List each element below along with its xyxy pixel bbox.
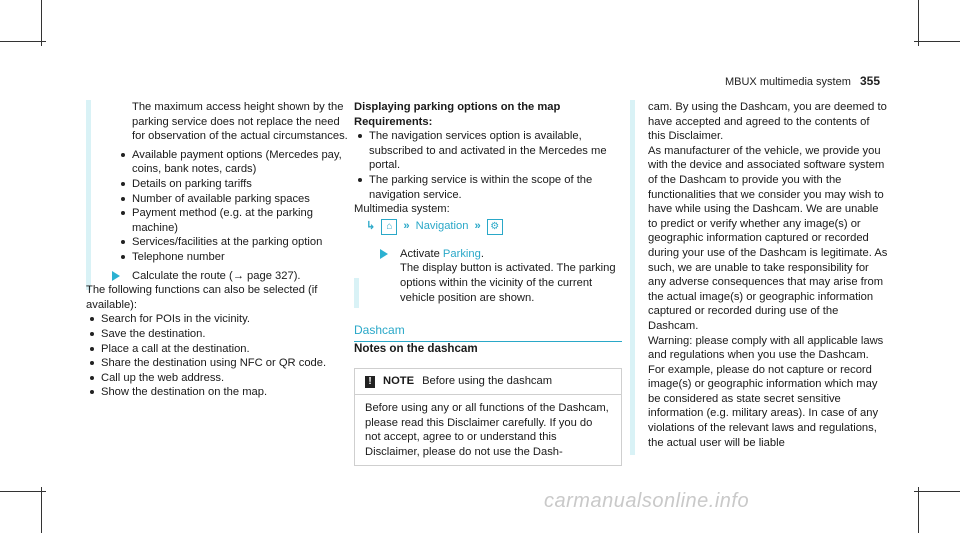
crop-mark xyxy=(41,0,42,46)
page-number: 355 xyxy=(859,74,880,88)
column-left xyxy=(86,100,348,400)
crop-mark xyxy=(0,41,46,42)
list-item: Place a call at the destination. xyxy=(86,342,348,357)
exclamation-icon: ! xyxy=(365,376,375,388)
dashcam-section-title: Dashcam xyxy=(354,323,622,342)
note-box xyxy=(354,368,622,466)
disclaimer-paragraph: As manufacturer of the vehicle, we provide you with the device and associated software system of the Dashcam to provide you with the functionalities that we consider you may wish to have while using the Dashcam. We are unable to predict or verify whether any image(s) or geographic information captured or recorded during your use of the Dashcam is legitimate. As such, we are unable to take responsibility for any adverse consequences that may arise from the actual image(s) or geographic information captured or recorded during use of the Dashcam. xyxy=(648,144,888,332)
menu-path xyxy=(354,219,622,235)
chevron-right-icon: » xyxy=(474,220,481,233)
crop-mark xyxy=(918,487,919,533)
note-label: NOTE xyxy=(383,375,415,388)
home-icon: ⌂ xyxy=(381,219,397,235)
section-heading: Displaying parking options on the map xyxy=(354,101,561,113)
list-item: Call up the web address. xyxy=(86,371,348,386)
chevron-right-icon: » xyxy=(403,220,410,233)
crop-mark xyxy=(914,491,960,492)
disclaimer-paragraph: Warning: please comply with all applicable laws and regulations when you use the Dashcam. For example, please do not capture or record image(s) or geographic information which may be considered as state secret sensitive information (e.g. military areas). In case of any violations of the relevant laws and regulations, the actual user will be liable xyxy=(648,334,884,449)
step-arrow-icon xyxy=(380,249,388,259)
note-caption: Before using the dashcam xyxy=(422,375,553,388)
requirements-label: Requirements: xyxy=(354,115,433,128)
crop-mark xyxy=(0,491,46,492)
list-item: Save the destination. xyxy=(86,327,348,342)
gear-icon: ⚙ xyxy=(487,219,503,235)
bullet-list-functions xyxy=(86,312,348,400)
list-item: Payment method (e.g. at the parking machine) xyxy=(117,206,348,235)
column-middle xyxy=(354,100,622,466)
list-item: Share the destination using NFC or QR code. xyxy=(86,356,348,371)
system-label: Multimedia system: xyxy=(354,203,450,216)
following-functions-text: The following functions can also be selected (if available): xyxy=(86,284,318,311)
list-item: Details on parking tariffs xyxy=(117,177,348,192)
requirements-list xyxy=(354,129,622,202)
crop-mark xyxy=(41,487,42,533)
list-item: Number of available parking spaces xyxy=(117,192,348,207)
path-arrow-icon: ↳ xyxy=(366,220,376,233)
bullet-list-details xyxy=(86,148,348,265)
intro-paragraph: The maximum access height shown by the parking service does not replace the need for observation of the actual circumstances. xyxy=(132,101,348,143)
list-item: Search for POIs in the vicinity. xyxy=(86,312,348,327)
navigation-menu-label: Navigation xyxy=(415,220,469,233)
note-header xyxy=(355,369,621,394)
list-item: Telephone number xyxy=(117,250,348,265)
step-calculate-route xyxy=(86,269,348,284)
note-body: Before using any or all functions of the Dashcam, please read this Disclaimer carefully. If you do not accept, agree to or understand this Disclaimer, please do not use the Dash- xyxy=(355,394,621,465)
page-header xyxy=(725,74,880,88)
section-title-header: MBUX multimedia system xyxy=(724,76,851,88)
crop-mark xyxy=(914,41,960,42)
step-result-text: The display button is activated. The parking options within the vicinity of the current vehicle position are shown. xyxy=(400,262,616,304)
list-item: Show the destination on the map. xyxy=(86,385,348,400)
list-item: Available payment options (Mercedes pay, coins, bank notes, cards) xyxy=(117,148,348,177)
watermark-text: carmanualsonline.info xyxy=(544,490,750,512)
crop-mark xyxy=(918,0,919,46)
step-prefix: Activate xyxy=(400,247,440,260)
column-right xyxy=(630,100,888,450)
parking-option-label: Parking xyxy=(442,247,481,260)
step-activate-parking: Activate Parking. The display button is activated. The parking options within the vicinity of the current vehicle position are shown. xyxy=(354,247,622,305)
step-text: Calculate the route (→ page 327). xyxy=(132,269,301,282)
list-item: The parking service is within the scope of the navigation service. xyxy=(354,173,622,202)
notes-title: Notes on the dashcam xyxy=(354,341,478,355)
step-arrow-icon xyxy=(112,271,120,281)
disclaimer-paragraph: cam. By using the Dashcam, you are deemed to have accepted and agreed to the contents of this Disclaimer. xyxy=(648,101,887,143)
list-item: Services/facilities at the parking option xyxy=(117,235,348,250)
list-item: The navigation services option is available, subscribed to and activated in the Mercedes me portal. xyxy=(354,129,622,173)
